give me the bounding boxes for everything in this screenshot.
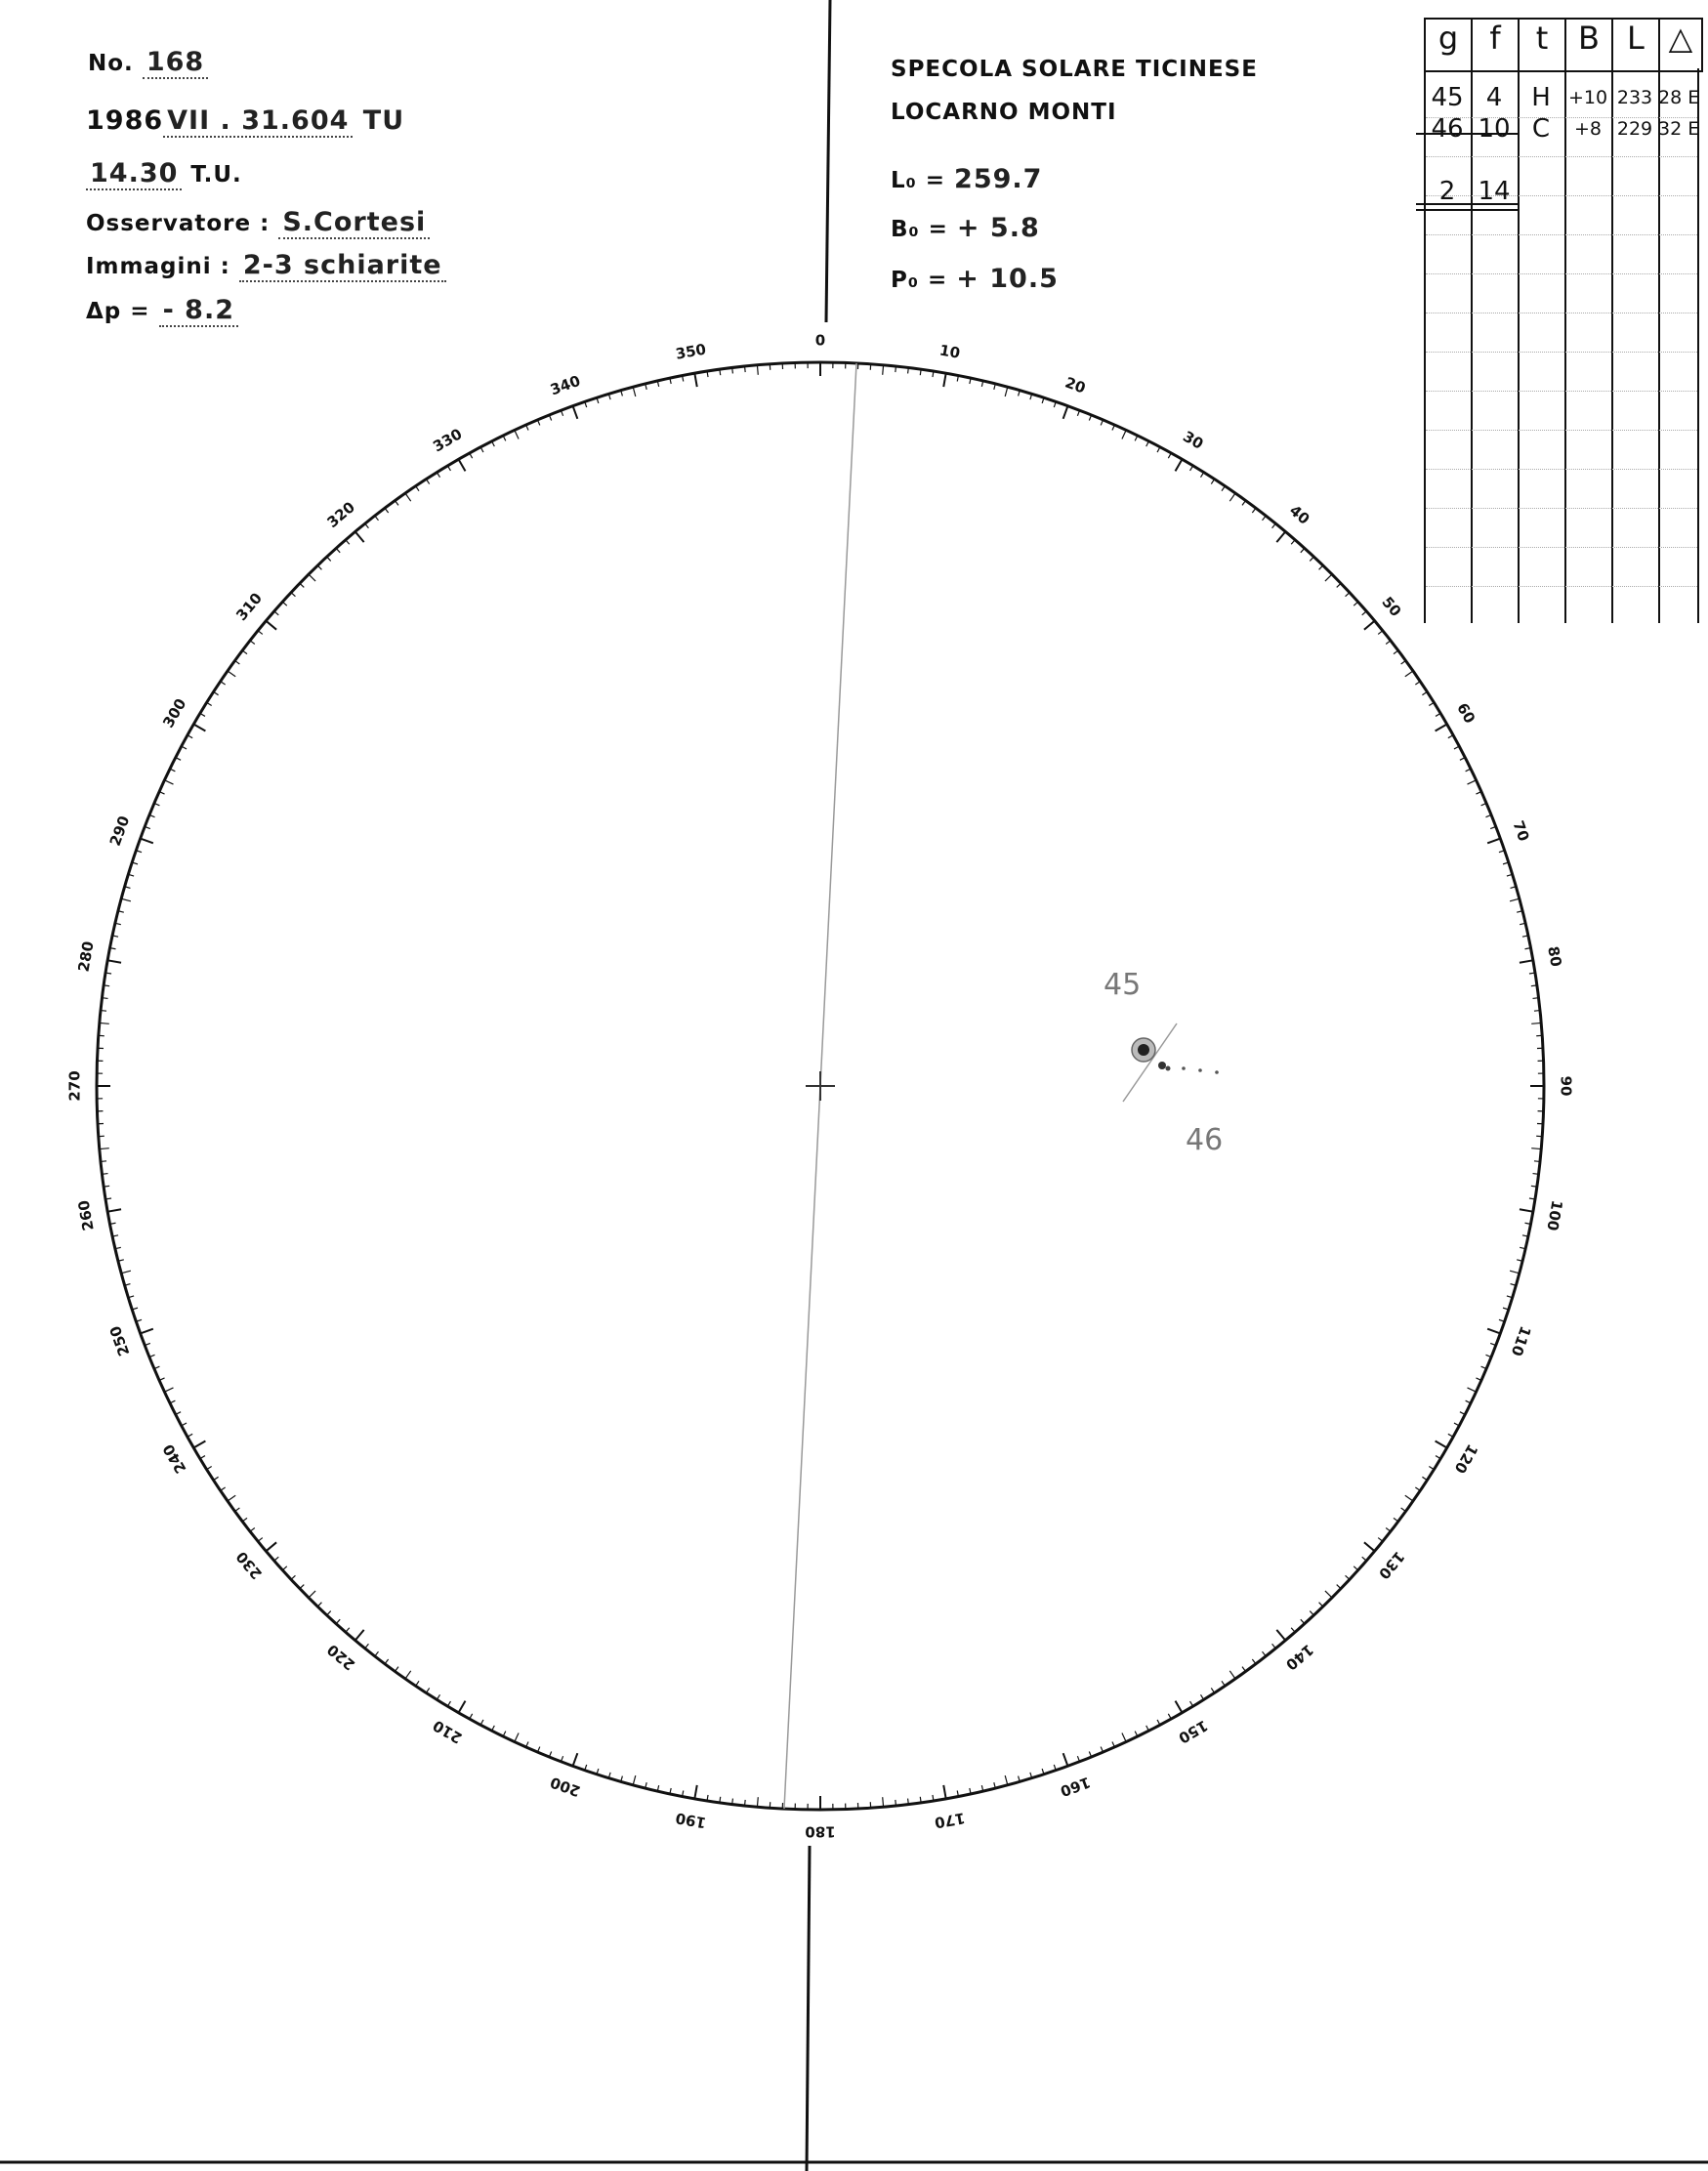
scale-tick	[757, 365, 758, 375]
scale-tick	[274, 611, 279, 615]
scale-tick	[103, 998, 108, 999]
scale-tick	[1291, 540, 1295, 545]
images-label: Immagini :	[86, 254, 230, 279]
scale-tick	[573, 1753, 578, 1766]
top-axis-line	[826, 0, 830, 322]
scale-tick	[1401, 660, 1406, 664]
row1-delta: 28 E	[1658, 87, 1700, 108]
scale-tick	[883, 365, 884, 375]
scale-label-350: 350	[674, 340, 708, 363]
scale-tick	[1122, 430, 1126, 438]
row2-g: 46	[1431, 114, 1464, 144]
scale-tick	[1337, 583, 1341, 587]
scale-tick	[214, 691, 219, 694]
scale-tick	[300, 1585, 304, 1589]
row1-b: +10	[1567, 87, 1608, 108]
table-header-delta: △	[1668, 20, 1693, 57]
scale-tick	[1436, 725, 1447, 731]
scale-tick	[405, 493, 411, 501]
scale-tick	[355, 531, 364, 542]
table-header-f: f	[1473, 20, 1520, 70]
scale-tick	[385, 1659, 389, 1664]
table-header-b: B	[1566, 20, 1613, 70]
scale-tick	[1405, 1495, 1413, 1501]
scale-tick	[1252, 1659, 1256, 1664]
scale-tick	[943, 1785, 945, 1799]
scale-label-60: 60	[1453, 699, 1479, 727]
scale-tick	[104, 1186, 109, 1187]
scale-tick	[426, 480, 429, 484]
scale-tick	[1401, 1508, 1406, 1512]
scale-tick	[920, 369, 921, 375]
scale-tick	[1252, 508, 1256, 513]
scale-tick	[100, 1148, 109, 1149]
scale-tick	[633, 387, 636, 397]
scale-label-200: 200	[548, 1773, 583, 1801]
scale-tick	[1534, 1161, 1540, 1162]
scale-tick	[732, 368, 733, 374]
table-header-l: L	[1613, 20, 1660, 70]
scale-tick	[1063, 1753, 1068, 1766]
row2-f: 10	[1478, 114, 1511, 144]
date-prefix: 1986	[86, 105, 164, 136]
scale-tick	[1394, 650, 1398, 654]
scale-tick	[1510, 1271, 1520, 1273]
scale-tick	[1487, 1329, 1500, 1334]
scale-tick	[1211, 480, 1214, 484]
total-spots: 14	[1478, 177, 1511, 206]
scale-label-270: 270	[65, 1070, 84, 1102]
scale-label-130: 130	[1374, 1547, 1408, 1583]
scale-tick	[266, 621, 276, 630]
scale-tick	[416, 486, 419, 491]
scale-tick	[1122, 1733, 1126, 1742]
scale-label-250: 250	[105, 1323, 134, 1358]
scale-tick	[1354, 1566, 1357, 1570]
scale-label-140: 140	[1281, 1640, 1317, 1674]
group-46-spot	[1158, 1062, 1166, 1069]
scale-label-210: 210	[430, 1716, 466, 1747]
scale-tick	[375, 1651, 379, 1656]
time-suffix: T.U.	[190, 162, 242, 188]
scale-tick	[1310, 1611, 1313, 1615]
total-groups: 2	[1438, 177, 1456, 206]
scale-tick	[103, 1174, 108, 1175]
scale-tick	[720, 369, 721, 375]
scale-tick	[1222, 486, 1225, 491]
scale-tick	[1405, 671, 1413, 677]
scale-tick	[1520, 960, 1533, 962]
scale-tick	[1364, 1542, 1375, 1551]
scale-tick	[291, 1575, 295, 1579]
scale-tick	[1310, 557, 1313, 561]
scale-label-240: 240	[159, 1440, 190, 1477]
scale-tick	[164, 780, 173, 784]
scale-tick	[1487, 839, 1500, 844]
scale-label-190: 190	[674, 1809, 708, 1832]
scale-tick	[101, 1011, 106, 1012]
scale-label-320: 320	[323, 498, 359, 532]
scale-tick	[1211, 1688, 1214, 1692]
scale-label-0: 0	[814, 331, 826, 350]
row2-l: 229	[1616, 118, 1653, 140]
scale-tick	[757, 1797, 758, 1807]
scale-tick	[1325, 574, 1332, 581]
institution-line2: LOCARNO MONTI	[891, 100, 1117, 125]
scale-label-340: 340	[548, 371, 583, 399]
scale-label-290: 290	[105, 814, 134, 849]
scale-tick	[346, 1628, 350, 1633]
scale-label-160: 160	[1058, 1773, 1093, 1801]
group-45-umbra	[1138, 1044, 1149, 1056]
scale-tick	[395, 501, 398, 506]
p0-label: P₀ =	[891, 268, 948, 293]
scale-tick	[336, 1619, 340, 1623]
scale-tick	[1468, 780, 1477, 784]
scale-tick	[1301, 548, 1305, 552]
scale-tick	[732, 1799, 733, 1805]
group-45-meridian-mark	[1123, 1023, 1177, 1102]
scale-tick	[242, 1518, 247, 1522]
date-value: VII . 31.604	[163, 105, 353, 138]
scale-label-300: 300	[159, 695, 190, 731]
scale-label-10: 10	[937, 341, 962, 362]
scale-tick	[193, 725, 205, 731]
images-value: 2-3 schiarite	[239, 250, 446, 282]
scale-tick	[1362, 611, 1367, 615]
scale-tick	[694, 1785, 696, 1799]
scale-tick	[121, 898, 131, 901]
scale-tick	[1229, 493, 1235, 501]
scale-tick	[1394, 1518, 1398, 1522]
observer-value: S.Cortesi	[278, 207, 430, 239]
scale-tick	[1415, 682, 1420, 685]
scale-tick	[300, 583, 304, 587]
scale-tick	[1533, 998, 1539, 999]
delta-p-value: - 8.2	[159, 295, 238, 327]
scale-tick	[291, 593, 295, 597]
scale-tick	[883, 1797, 884, 1807]
scale-tick	[365, 523, 369, 528]
row1-l: 233	[1616, 87, 1653, 108]
scale-tick	[141, 1329, 153, 1334]
table-header-g: g	[1426, 20, 1473, 70]
row2-t: C	[1531, 114, 1551, 144]
scale-tick	[745, 366, 746, 372]
scale-tick	[1531, 1148, 1541, 1149]
scale-label-280: 280	[74, 939, 98, 974]
scale-tick	[221, 1487, 226, 1490]
bottom-axis-line	[807, 1846, 810, 2171]
scale-tick	[242, 650, 247, 654]
l0-value: 259.7	[954, 164, 1043, 194]
scale-tick	[1378, 1538, 1383, 1542]
row1-g: 45	[1431, 83, 1464, 112]
scale-tick	[1337, 1585, 1341, 1589]
b0-label: B₀ =	[891, 217, 948, 242]
scale-tick	[1346, 593, 1350, 597]
row2-b: +8	[1573, 118, 1602, 140]
scale-tick	[459, 1701, 466, 1713]
scale-tick	[515, 1733, 519, 1742]
scale-tick	[1242, 501, 1246, 506]
scale-tick	[515, 430, 519, 438]
scale-tick	[1291, 1628, 1295, 1633]
number-label: No.	[88, 51, 134, 76]
scale-tick	[282, 602, 286, 605]
date-suffix: TU	[362, 105, 405, 136]
scale-tick	[266, 1542, 276, 1551]
scale-tick	[1063, 406, 1068, 419]
scale-tick	[121, 1271, 131, 1273]
scale-tick	[1510, 898, 1520, 901]
scale-label-100: 100	[1543, 1198, 1566, 1232]
scale-tick	[309, 1591, 315, 1598]
scale-tick	[1468, 1388, 1477, 1392]
scale-tick	[228, 1495, 235, 1501]
scale-tick	[1242, 1667, 1246, 1672]
scale-tick	[228, 671, 235, 677]
scale-tick	[365, 1644, 369, 1649]
scale-tick	[459, 459, 466, 471]
scale-label-90: 90	[1557, 1075, 1575, 1097]
scale-tick	[1364, 621, 1375, 630]
scale-label-150: 150	[1175, 1716, 1211, 1747]
scale-tick	[193, 1441, 205, 1448]
time-value: 14.30	[86, 158, 182, 190]
delta-p-label: Δp =	[86, 299, 150, 324]
group-46-spot	[1166, 1066, 1171, 1071]
scale-tick	[107, 1209, 121, 1211]
table-header-t: t	[1520, 20, 1566, 70]
scale-tick	[943, 373, 945, 387]
scale-tick	[214, 1477, 219, 1480]
scale-tick	[327, 557, 331, 561]
scale-label-180: 180	[805, 1822, 836, 1841]
scale-tick	[1386, 641, 1391, 645]
scale-tick	[317, 565, 321, 569]
scale-tick	[385, 508, 389, 513]
scale-label-70: 70	[1509, 817, 1533, 844]
scale-tick	[258, 631, 263, 635]
scale-tick	[1222, 1681, 1225, 1686]
scale-label-120: 120	[1450, 1440, 1481, 1477]
scale-tick	[694, 373, 696, 387]
p0-value: + 10.5	[956, 264, 1059, 294]
scale-tick	[104, 985, 109, 986]
scale-tick	[336, 548, 340, 552]
scale-tick	[258, 1538, 263, 1542]
scale-tick	[235, 1508, 240, 1512]
scale-tick	[1520, 1209, 1533, 1211]
scale-label-30: 30	[1180, 427, 1207, 453]
scale-label-230: 230	[232, 1547, 267, 1583]
scale-tick	[395, 1667, 398, 1672]
row1-t: H	[1531, 83, 1551, 112]
scale-tick	[282, 1566, 286, 1570]
scale-tick	[164, 1388, 173, 1392]
scale-tick	[1301, 1619, 1305, 1623]
scale-tick	[1346, 1575, 1350, 1579]
scale-tick	[346, 540, 350, 545]
scale-label-80: 80	[1544, 944, 1565, 969]
scale-tick	[1263, 516, 1267, 521]
row1-f: 4	[1485, 83, 1503, 112]
scale-tick	[1325, 1591, 1332, 1598]
scale-tick	[250, 641, 255, 645]
scale-tick	[1386, 1528, 1391, 1532]
scale-tick	[1378, 631, 1383, 635]
scale-tick	[1362, 1557, 1367, 1561]
scale-tick	[141, 839, 153, 844]
l0-label: L₀ =	[891, 168, 946, 193]
group-46-label: 46	[1186, 1123, 1224, 1157]
scale-tick	[1005, 1775, 1008, 1785]
scale-label-20: 20	[1062, 373, 1089, 397]
institution-line1: SPECOLA SOLARE TICINESE	[891, 57, 1258, 82]
b0-value: + 5.8	[956, 213, 1040, 243]
scale-tick	[1319, 1603, 1323, 1607]
scale-tick	[416, 1681, 419, 1686]
scale-tick	[1176, 1701, 1183, 1713]
scale-tick	[101, 1161, 106, 1162]
scale-tick	[1272, 1644, 1276, 1649]
scale-tick	[1534, 1011, 1540, 1012]
scale-label-310: 310	[232, 589, 267, 625]
scale-label-330: 330	[430, 425, 466, 456]
scale-tick	[375, 516, 379, 521]
scale-tick	[1319, 565, 1323, 569]
group-46-spot	[1182, 1066, 1186, 1070]
scale-tick	[908, 368, 909, 374]
number-value: 168	[143, 47, 208, 79]
scale-tick	[107, 960, 121, 962]
scale-tick	[1229, 1671, 1235, 1679]
scale-tick	[1436, 1441, 1447, 1448]
scale-tick	[274, 1557, 279, 1561]
observer-label: Osservatore :	[86, 211, 271, 236]
scale-tick	[1005, 387, 1008, 397]
scale-tick	[426, 1688, 429, 1692]
scale-tick	[1272, 523, 1276, 528]
scale-tick	[309, 574, 315, 581]
scale-tick	[355, 1630, 364, 1641]
scale-tick	[317, 1603, 321, 1607]
scale-tick	[250, 1528, 255, 1532]
scale-tick	[1531, 1186, 1537, 1187]
scale-tick	[573, 406, 578, 419]
scale-tick	[1415, 1487, 1420, 1490]
scale-label-50: 50	[1378, 593, 1405, 621]
scale-tick	[1531, 985, 1537, 986]
scale-tick	[1276, 1630, 1285, 1641]
scale-label-170: 170	[933, 1809, 967, 1832]
scale-tick	[920, 1797, 921, 1803]
scale-tick	[745, 1800, 746, 1806]
scale-label-110: 110	[1507, 1323, 1535, 1358]
scale-tick	[720, 1797, 721, 1803]
scale-tick	[908, 1799, 909, 1805]
scale-tick	[221, 682, 226, 685]
scale-tick	[1354, 602, 1357, 605]
scale-tick	[1422, 1477, 1427, 1480]
scale-label-260: 260	[74, 1198, 98, 1232]
scale-tick	[327, 1611, 331, 1615]
scale-label-220: 220	[323, 1640, 359, 1674]
group-45-label: 45	[1104, 968, 1142, 1002]
group-46-spot	[1198, 1068, 1202, 1072]
scale-tick	[235, 660, 240, 664]
group-46-spot	[1215, 1070, 1219, 1074]
scale-label-40: 40	[1285, 501, 1313, 528]
row2-delta: 32 E	[1658, 118, 1700, 140]
scale-tick	[1176, 459, 1183, 471]
scale-tick	[633, 1775, 636, 1785]
scale-tick	[1422, 691, 1427, 694]
scale-tick	[1263, 1651, 1267, 1656]
scale-tick	[1533, 1174, 1539, 1175]
scale-tick	[405, 1671, 411, 1679]
scale-tick	[1276, 531, 1285, 542]
